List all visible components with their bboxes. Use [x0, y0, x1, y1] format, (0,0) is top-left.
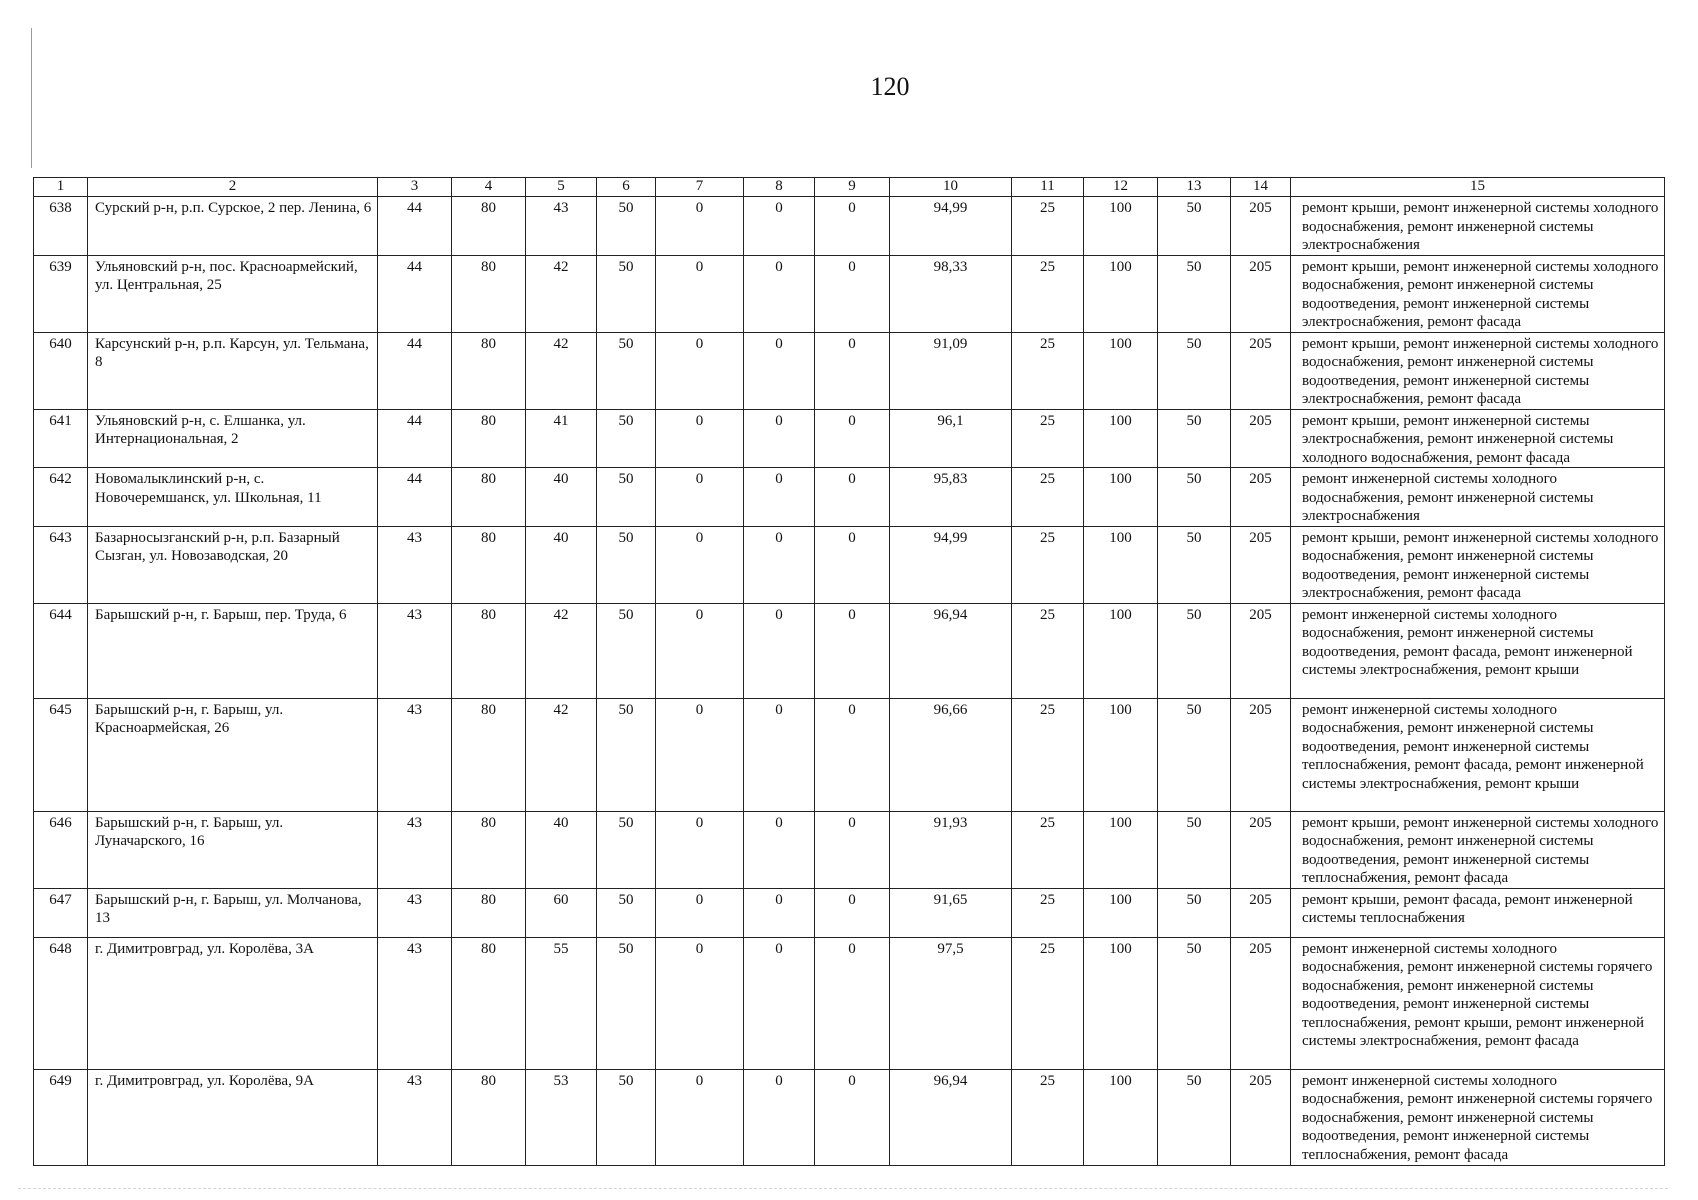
cell-c5: 40: [526, 468, 597, 527]
cell-address: Барышский р-н, г. Барыш, ул. Красноармейская, 26: [88, 698, 378, 811]
cell-row-number: 649: [34, 1069, 88, 1165]
cell-c10: 91,93: [890, 811, 1012, 888]
cell-c7: 0: [656, 332, 744, 409]
cell-c10: 98,33: [890, 255, 1012, 332]
cell-address: Барышский р-н, г. Барыш, пер. Труда, 6: [88, 603, 378, 698]
cell-c4: 80: [452, 1069, 526, 1165]
cell-row-number: 645: [34, 698, 88, 811]
cell-address: Базарносызганский р-н, р.п. Базарный Сызган, ул. Новозаводская, 20: [88, 526, 378, 603]
repair-register-table: [33, 177, 1665, 1166]
table-row: [34, 811, 1665, 888]
cell-c14: 205: [1231, 255, 1291, 332]
cell-works-list: ремонт инженерной системы холодного водоснабжения, ремонт инженерной системы электроснабжения: [1291, 468, 1665, 527]
cell-c4: 80: [452, 937, 526, 1069]
cell-row-number: 638: [34, 197, 88, 256]
cell-c9: 0: [815, 698, 890, 811]
cell-row-number: 640: [34, 332, 88, 409]
col-header: 14: [1231, 178, 1291, 197]
cell-c14: 205: [1231, 888, 1291, 937]
cell-c14: 205: [1231, 332, 1291, 409]
cell-c12: 100: [1084, 332, 1158, 409]
cell-c10: 94,99: [890, 526, 1012, 603]
cell-c12: 100: [1084, 811, 1158, 888]
cell-c12: 100: [1084, 255, 1158, 332]
cell-c10: 94,99: [890, 197, 1012, 256]
cell-c11: 25: [1012, 197, 1084, 256]
cell-c11: 25: [1012, 603, 1084, 698]
cell-c3: 43: [378, 937, 452, 1069]
cell-c8: 0: [744, 332, 815, 409]
cell-c6: 50: [597, 888, 656, 937]
cell-address: Новомалыклинский р-н, с. Новочеремшанск, ул. Школьная, 11: [88, 468, 378, 527]
cell-c4: 80: [452, 255, 526, 332]
table-row: [34, 255, 1665, 332]
cell-c13: 50: [1158, 468, 1231, 527]
cell-c13: 50: [1158, 526, 1231, 603]
cell-c3: 43: [378, 603, 452, 698]
cell-c3: 44: [378, 468, 452, 527]
cell-row-number: 643: [34, 526, 88, 603]
cell-c10: 96,1: [890, 409, 1012, 468]
cell-row-number: 647: [34, 888, 88, 937]
cell-c9: 0: [815, 937, 890, 1069]
cell-c7: 0: [656, 526, 744, 603]
cell-c5: 42: [526, 332, 597, 409]
table-row: [34, 888, 1665, 937]
cell-c6: 50: [597, 255, 656, 332]
cell-c8: 0: [744, 1069, 815, 1165]
cell-c14: 205: [1231, 603, 1291, 698]
cell-c4: 80: [452, 409, 526, 468]
cell-c12: 100: [1084, 197, 1158, 256]
cell-address: г. Димитровград, ул. Королёва, 9А: [88, 1069, 378, 1165]
cell-c6: 50: [597, 811, 656, 888]
cell-c8: 0: [744, 468, 815, 527]
cell-c4: 80: [452, 197, 526, 256]
cell-works-list: ремонт инженерной системы холодного водоснабжения, ремонт инженерной системы горячего водоснабжения, ремонт инженерной системы водоотведения, ремонт инженерной системы теплоснабжения, ремонт крыши, ремонт инженерной системы электроснабжения, ремонт фасада: [1291, 937, 1665, 1069]
cell-c14: 205: [1231, 409, 1291, 468]
table-row: [34, 468, 1665, 527]
cell-c4: 80: [452, 332, 526, 409]
cell-c7: 0: [656, 811, 744, 888]
cell-c12: 100: [1084, 468, 1158, 527]
cell-c11: 25: [1012, 937, 1084, 1069]
cell-address: Карсунский р-н, р.п. Карсун, ул. Тельмана, 8: [88, 332, 378, 409]
cell-c11: 25: [1012, 888, 1084, 937]
cell-c3: 44: [378, 197, 452, 256]
cell-c10: 91,65: [890, 888, 1012, 937]
cell-c6: 50: [597, 409, 656, 468]
cell-c4: 80: [452, 526, 526, 603]
header-row: [34, 178, 1665, 197]
cell-c11: 25: [1012, 811, 1084, 888]
cell-c8: 0: [744, 937, 815, 1069]
cell-c8: 0: [744, 526, 815, 603]
cell-c5: 42: [526, 603, 597, 698]
cell-c6: 50: [597, 526, 656, 603]
cell-c11: 25: [1012, 409, 1084, 468]
cell-c6: 50: [597, 197, 656, 256]
cell-c12: 100: [1084, 409, 1158, 468]
cell-c11: 25: [1012, 468, 1084, 527]
cell-c3: 43: [378, 1069, 452, 1165]
cell-row-number: 648: [34, 937, 88, 1069]
cell-c11: 25: [1012, 526, 1084, 603]
table-row: [34, 698, 1665, 811]
cell-c13: 50: [1158, 1069, 1231, 1165]
cell-row-number: 644: [34, 603, 88, 698]
page-number: 120: [870, 72, 910, 101]
cell-c3: 44: [378, 409, 452, 468]
cell-c5: 40: [526, 811, 597, 888]
col-header: 5: [526, 178, 597, 197]
scan-artifact-line: [18, 1188, 1668, 1189]
col-header: 4: [452, 178, 526, 197]
cell-row-number: 642: [34, 468, 88, 527]
table-row: [34, 526, 1665, 603]
cell-c4: 80: [452, 468, 526, 527]
cell-c9: 0: [815, 468, 890, 527]
cell-c7: 0: [656, 698, 744, 811]
table-row: [34, 197, 1665, 256]
col-header: 8: [744, 178, 815, 197]
col-header: 6: [597, 178, 656, 197]
cell-c10: 96,94: [890, 603, 1012, 698]
cell-c4: 80: [452, 888, 526, 937]
cell-c12: 100: [1084, 937, 1158, 1069]
cell-c5: 40: [526, 526, 597, 603]
cell-c6: 50: [597, 937, 656, 1069]
table-row: [34, 409, 1665, 468]
cell-c9: 0: [815, 811, 890, 888]
table-row: [34, 1069, 1665, 1165]
cell-c14: 205: [1231, 526, 1291, 603]
cell-c6: 50: [597, 1069, 656, 1165]
cell-works-list: ремонт крыши, ремонт инженерной системы холодного водоснабжения, ремонт инженерной системы водоотведения, ремонт инженерной системы электроснабжения, ремонт фасада: [1291, 255, 1665, 332]
cell-c12: 100: [1084, 698, 1158, 811]
col-header: 12: [1084, 178, 1158, 197]
cell-c11: 25: [1012, 332, 1084, 409]
cell-c5: 55: [526, 937, 597, 1069]
cell-row-number: 639: [34, 255, 88, 332]
cell-works-list: ремонт крыши, ремонт инженерной системы холодного водоснабжения, ремонт инженерной системы водоотведения, ремонт инженерной системы электроснабжения, ремонт фасада: [1291, 526, 1665, 603]
cell-c9: 0: [815, 888, 890, 937]
cell-c5: 60: [526, 888, 597, 937]
cell-c13: 50: [1158, 888, 1231, 937]
cell-c10: 91,09: [890, 332, 1012, 409]
cell-c4: 80: [452, 811, 526, 888]
col-header: 9: [815, 178, 890, 197]
cell-works-list: ремонт крыши, ремонт инженерной системы холодного водоснабжения, ремонт инженерной системы водоотведения, ремонт инженерной системы теплоснабжения, ремонт фасада: [1291, 811, 1665, 888]
cell-c7: 0: [656, 468, 744, 527]
cell-address: г. Димитровград, ул. Королёва, 3А: [88, 937, 378, 1069]
cell-c13: 50: [1158, 197, 1231, 256]
cell-c10: 96,66: [890, 698, 1012, 811]
col-header: 7: [656, 178, 744, 197]
cell-c3: 43: [378, 811, 452, 888]
cell-c9: 0: [815, 1069, 890, 1165]
cell-c14: 205: [1231, 698, 1291, 811]
cell-c9: 0: [815, 197, 890, 256]
cell-address: Сурский р-н, р.п. Сурское, 2 пер. Ленина, 6: [88, 197, 378, 256]
cell-works-list: ремонт крыши, ремонт инженерной системы холодного водоснабжения, ремонт инженерной системы водоотведения, ремонт инженерной системы электроснабжения, ремонт фасада: [1291, 332, 1665, 409]
cell-c14: 205: [1231, 468, 1291, 527]
cell-c7: 0: [656, 1069, 744, 1165]
cell-c9: 0: [815, 603, 890, 698]
cell-c3: 44: [378, 255, 452, 332]
cell-c8: 0: [744, 811, 815, 888]
cell-c7: 0: [656, 409, 744, 468]
cell-c5: 53: [526, 1069, 597, 1165]
cell-row-number: 641: [34, 409, 88, 468]
cell-works-list: ремонт крыши, ремонт фасада, ремонт инженерной системы теплоснабжения: [1291, 888, 1665, 937]
cell-c13: 50: [1158, 332, 1231, 409]
cell-c8: 0: [744, 603, 815, 698]
cell-works-list: ремонт инженерной системы холодного водоснабжения, ремонт инженерной системы горячего водоснабжения, ремонт инженерной системы водоотведения, ремонт инженерной системы теплоснабжения, ремонт фасада: [1291, 1069, 1665, 1165]
cell-c3: 43: [378, 526, 452, 603]
cell-c11: 25: [1012, 1069, 1084, 1165]
cell-c13: 50: [1158, 698, 1231, 811]
cell-works-list: ремонт инженерной системы холодного водоснабжения, ремонт инженерной системы водоотведения, ремонт фасада, ремонт инженерной системы электроснабжения, ремонт крыши: [1291, 603, 1665, 698]
cell-c7: 0: [656, 937, 744, 1069]
cell-address: Ульяновский р-н, пос. Красноармейский, ул. Центральная, 25: [88, 255, 378, 332]
cell-c7: 0: [656, 888, 744, 937]
cell-c3: 43: [378, 698, 452, 811]
cell-c12: 100: [1084, 1069, 1158, 1165]
cell-c14: 205: [1231, 811, 1291, 888]
col-header: 11: [1012, 178, 1084, 197]
cell-c6: 50: [597, 468, 656, 527]
cell-c6: 50: [597, 332, 656, 409]
cell-c5: 43: [526, 197, 597, 256]
cell-c9: 0: [815, 526, 890, 603]
cell-c7: 0: [656, 197, 744, 256]
cell-c10: 95,83: [890, 468, 1012, 527]
cell-c8: 0: [744, 255, 815, 332]
cell-c11: 25: [1012, 255, 1084, 332]
cell-c8: 0: [744, 888, 815, 937]
cell-c12: 100: [1084, 603, 1158, 698]
cell-c9: 0: [815, 409, 890, 468]
cell-c12: 100: [1084, 526, 1158, 603]
cell-c7: 0: [656, 603, 744, 698]
cell-c9: 0: [815, 332, 890, 409]
cell-c8: 0: [744, 197, 815, 256]
table-row: [34, 332, 1665, 409]
cell-address: Барышский р-н, г. Барыш, ул. Луначарского, 16: [88, 811, 378, 888]
table-row: [34, 603, 1665, 698]
col-header: 10: [890, 178, 1012, 197]
cell-address: Барышский р-н, г. Барыш, ул. Молчанова, 13: [88, 888, 378, 937]
col-header: 3: [378, 178, 452, 197]
cell-c13: 50: [1158, 811, 1231, 888]
col-header: 1: [34, 178, 88, 197]
cell-c13: 50: [1158, 255, 1231, 332]
cell-c4: 80: [452, 603, 526, 698]
cell-c7: 0: [656, 255, 744, 332]
cell-c10: 97,5: [890, 937, 1012, 1069]
cell-row-number: 646: [34, 811, 88, 888]
cell-c5: 41: [526, 409, 597, 468]
cell-c9: 0: [815, 255, 890, 332]
cell-c12: 100: [1084, 888, 1158, 937]
cell-works-list: ремонт крыши, ремонт инженерной системы электроснабжения, ремонт инженерной системы холодного водоснабжения, ремонт фасада: [1291, 409, 1665, 468]
cell-c10: 96,94: [890, 1069, 1012, 1165]
cell-c14: 205: [1231, 197, 1291, 256]
cell-c11: 25: [1012, 698, 1084, 811]
cell-c13: 50: [1158, 603, 1231, 698]
cell-c8: 0: [744, 409, 815, 468]
cell-c14: 205: [1231, 937, 1291, 1069]
cell-c5: 42: [526, 698, 597, 811]
cell-c3: 44: [378, 332, 452, 409]
cell-c3: 43: [378, 888, 452, 937]
cell-c13: 50: [1158, 937, 1231, 1069]
cell-c6: 50: [597, 698, 656, 811]
col-header: 15: [1291, 178, 1665, 197]
cell-c13: 50: [1158, 409, 1231, 468]
cell-address: Ульяновский р-н, с. Елшанка, ул. Интернациональная, 2: [88, 409, 378, 468]
table-body: [34, 197, 1665, 1166]
cell-c6: 50: [597, 603, 656, 698]
col-header: 13: [1158, 178, 1231, 197]
table-row: [34, 937, 1665, 1069]
cell-c14: 205: [1231, 1069, 1291, 1165]
col-header: 2: [88, 178, 378, 197]
cell-c5: 42: [526, 255, 597, 332]
cell-c8: 0: [744, 698, 815, 811]
cell-works-list: ремонт крыши, ремонт инженерной системы холодного водоснабжения, ремонт инженерной системы электроснабжения: [1291, 197, 1665, 256]
cell-c4: 80: [452, 698, 526, 811]
cell-works-list: ремонт инженерной системы холодного водоснабжения, ремонт инженерной системы водоотведения, ремонт инженерной системы теплоснабжения, ремонт фасада, ремонт инженерной системы электроснабжения, ремонт крыши: [1291, 698, 1665, 811]
